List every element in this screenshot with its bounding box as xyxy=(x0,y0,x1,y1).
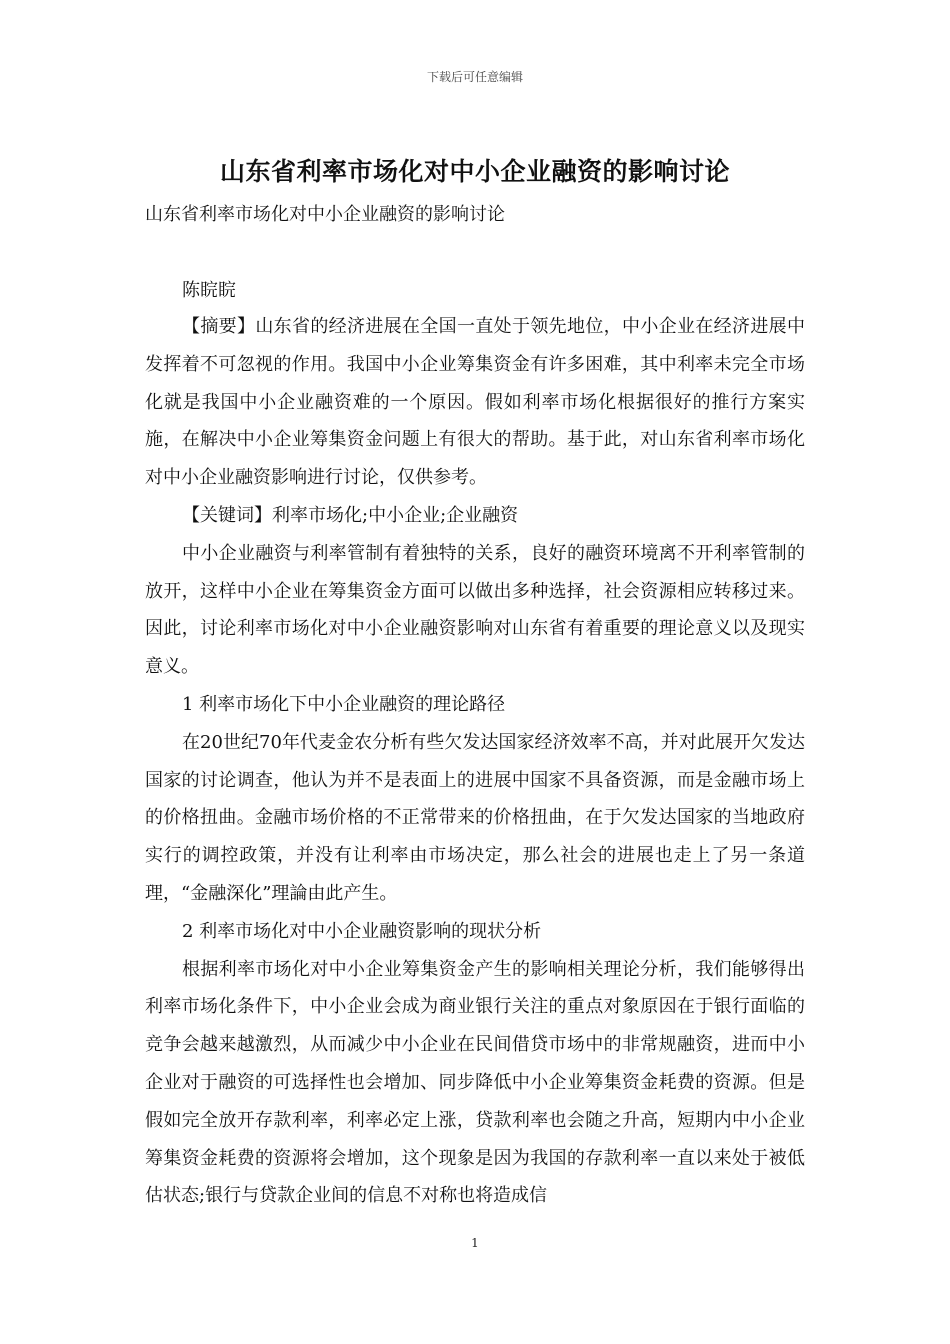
section-heading-1: 1 利率市场化下中小企业融资的理论路径 xyxy=(182,693,506,715)
intro-paragraph: 中小企业融资与利率管制有着独特的关系，良好的融资环境离不开利率管制的放开，这样中小企业在筹集资金方面可以做出多种选择，社会资源相应转移过来。因此，讨论利率市场化对中小企业融资影响对山东省有着重要的理论意义以及现实意义。 xyxy=(145,542,805,678)
section-1-paragraph: 在20世纪70年代麦金农分析有些欠发达国家经济效率不高，并对此展开欠发达国家的讨论调查，他认为并不是表面上的进展中国家不具备资源，而是金融市场上的价格扭曲。金融市场价格的不正常带来的价格扭曲，在于欠发达国家的当地政府实行的调控政策，并没有让利率由市场决定，那么社会的进展也走上了另一条道理，“金融深化”理論由此产生。 xyxy=(145,731,805,904)
document-title: 山东省利率市场化对中小企业融资的影响讨论 xyxy=(219,157,730,186)
document-subtitle: 山东省利率市场化对中小企业融资的影响讨论 xyxy=(145,204,505,225)
section-heading-2: 2 利率市场化对中小企业融资影响的现状分析 xyxy=(182,920,542,942)
author-name: 陈睆睆 xyxy=(182,280,236,301)
keywords-paragraph: 【关键词】利率市场化;中小企业;企业融资 xyxy=(182,504,519,526)
abstract-paragraph: 【摘要】山东省的经济进展在全国一直处于领先地位，中小企业在经济进展中发挥着不可忽视的作用。我国中小企业筹集资金有许多困难，其中利率未完全市场化就是我国中小企业融资难的一个原因。假如利率市场化根据很好的推行方案实施，在解决中小企业筹集资金问题上有很大的帮助。基于此，对山东省利率市场化对中小企业融资影响进行讨论，仅供参考。 xyxy=(145,316,805,489)
section-2-paragraph: 根据利率市场化对中小企业筹集资金产生的影响相关理论分析，我们能够得出利率市场化条件下，中小企业会成为商业银行关注的重点对象原因在于银行面临的竞争会越来越激烈，从而减少中小企业在民间借贷市场中的非常规融资，进而中小企业对于融资的可选择性也会增加、同步降低中小企业筹集资金耗费的资源。但是假如完全放开存款利率，利率必定上涨，贷款利率也会随之升高，短期内中小企业筹集资金耗费的资源将会增加，这个现象是因为我国的存款利率一直以来处于被低估状态;银行与贷款企业间的信息不对称也将造成信 xyxy=(145,958,805,1207)
page-number: 1 xyxy=(471,1236,479,1250)
document-body xyxy=(145,308,805,1215)
header-note: 下载后可任意编辑 xyxy=(426,70,523,84)
